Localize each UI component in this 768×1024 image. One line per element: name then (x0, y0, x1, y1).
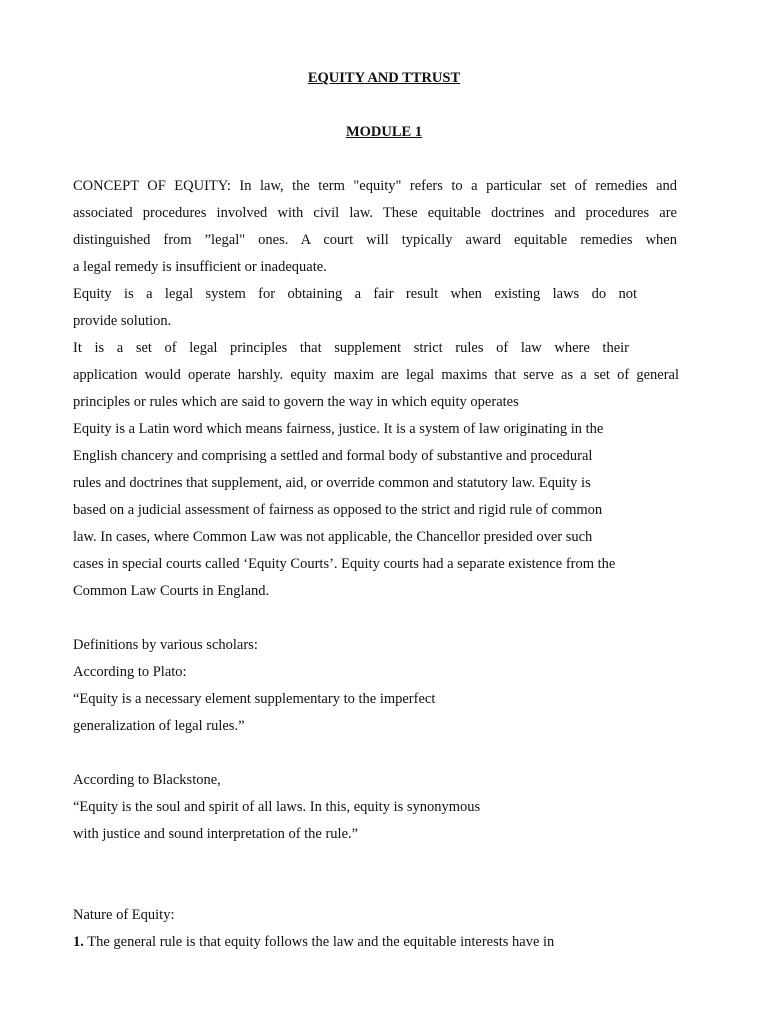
concept-line: Equity is a legal system for obtaining a fair result when existing laws do not (73, 286, 637, 302)
module-heading: MODULE 1 (345, 124, 423, 140)
concept-line: based on a judicial assessment of fairness as opposed to the strict and rigid rule of common (73, 502, 603, 518)
concept-line: a legal remedy is insufficient or inadequate. (73, 259, 327, 275)
concept-line: It is a set of legal principles that supplement strict rules of law where their (73, 340, 629, 356)
blackstone-quote-line: “Equity is the soul and spirit of all laws. In this, equity is synonymous (73, 799, 481, 815)
document-title: EQUITY AND TTRUST (307, 70, 461, 86)
concept-line: CONCEPT OF EQUITY: In law, the term "equity" refers to a particular set of remedies and (73, 178, 677, 194)
nature-heading: Nature of Equity: (73, 907, 175, 923)
concept-line: cases in special courts called ‘Equity Courts’. Equity courts had a separate existence from the (73, 556, 616, 572)
concept-line: associated procedures involved with civil law. These equitable doctrines and procedures are (73, 205, 677, 221)
concept-line: principles or rules which are said to govern the way in which equity operates (73, 394, 519, 410)
nature-item-text: The general rule is that equity follows the law and the equitable interests have in (83, 934, 555, 950)
concept-line: provide solution. (73, 313, 172, 329)
concept-line: application would operate harshly. equity maxim are legal maxims that serve as a set of general (73, 367, 679, 383)
blackstone-quote-line: with justice and sound interpretation of the rule.” (73, 826, 359, 842)
definitions-heading: Definitions by various scholars: (73, 637, 258, 653)
nature-item (73, 933, 554, 951)
plato-quote-line: generalization of legal rules.” (73, 718, 245, 734)
concept-line: rules and doctrines that supplement, aid, or override common and statutory law. Equity is (73, 475, 591, 491)
blackstone-heading: According to Blackstone, (73, 772, 221, 788)
plato-heading: According to Plato: (73, 664, 187, 680)
concept-line: Common Law Courts in England. (73, 583, 270, 599)
concept-line: English chancery and comprising a settled and formal body of substantive and procedural (73, 448, 593, 464)
plato-quote-line: “Equity is a necessary element supplementary to the imperfect (73, 691, 436, 707)
concept-line: Equity is a Latin word which means fairness, justice. It is a system of law originating in the (73, 421, 604, 437)
concept-line: distinguished from ”legal" ones. A court will typically award equitable remedies when (73, 232, 677, 248)
nature-item-number: 1. (73, 934, 84, 950)
concept-line: law. In cases, where Common Law was not applicable, the Chancellor presided over such (73, 529, 593, 545)
